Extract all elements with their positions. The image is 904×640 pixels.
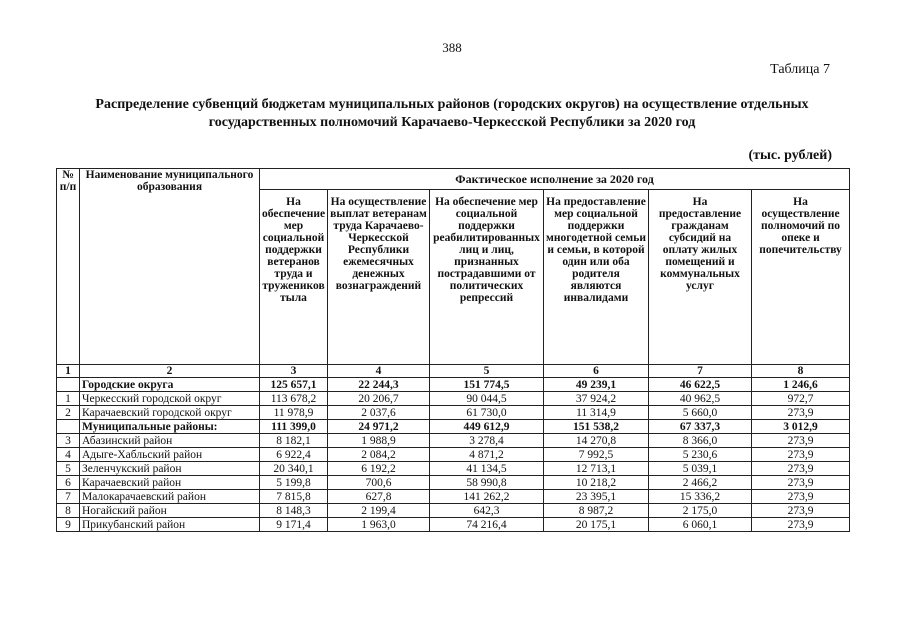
row-name: Малокарачаевский район [80, 490, 260, 504]
row-name: Муниципальные районы: [80, 420, 260, 434]
row-value: 4 871,2 [430, 448, 544, 462]
row-value: 151 774,5 [430, 378, 544, 392]
header-col-8: На осуществление полномочий по опеке и попечительству [752, 190, 850, 365]
table-body [57, 378, 850, 532]
row-value: 20 340,1 [260, 462, 328, 476]
page-number: 388 [442, 40, 462, 55]
row-value: 10 218,2 [544, 476, 649, 490]
units-label: (тыс. рублей) [748, 148, 832, 163]
row-index [57, 420, 80, 434]
row-value: 61 730,0 [430, 406, 544, 420]
header-col-6: На предоставление мер социальной поддержки многодетной семьи и семьи, в которой один или оба родителя являются инвалидами [544, 190, 649, 365]
row-value: 9 171,4 [260, 518, 328, 532]
row-index: 1 [57, 392, 80, 406]
row-value: 273,9 [752, 518, 850, 532]
row-value: 5 660,0 [649, 406, 752, 420]
header-col-3: На обеспечение мер социальной поддержки ветеранов труда и тружеников тыла [260, 190, 328, 365]
row-index: 3 [57, 434, 80, 448]
row-value: 67 337,3 [649, 420, 752, 434]
row-index: 7 [57, 490, 80, 504]
row-name: Абазинский район [80, 434, 260, 448]
row-value: 111 399,0 [260, 420, 328, 434]
row-value: 6 060,1 [649, 518, 752, 532]
row-value: 2 084,2 [328, 448, 430, 462]
column-number: 1 [57, 365, 80, 378]
row-value: 49 239,1 [544, 378, 649, 392]
table-row [57, 476, 850, 490]
header-row-1 [57, 169, 850, 190]
header-group: Фактическое исполнение за 2020 год [260, 169, 850, 190]
document-title [40, 96, 864, 132]
row-value: 11 978,9 [260, 406, 328, 420]
table-row [57, 406, 850, 420]
table-row [57, 490, 850, 504]
row-value: 20 175,1 [544, 518, 649, 532]
row-value: 1 963,0 [328, 518, 430, 532]
row-value: 23 395,1 [544, 490, 649, 504]
table-label: Таблица 7 [770, 62, 830, 77]
row-value: 46 622,5 [649, 378, 752, 392]
row-value: 3 278,4 [430, 434, 544, 448]
row-value: 14 270,8 [544, 434, 649, 448]
row-value: 972,7 [752, 392, 850, 406]
column-number: 6 [544, 365, 649, 378]
row-value: 125 657,1 [260, 378, 328, 392]
row-value: 6 922,4 [260, 448, 328, 462]
row-value: 8 148,3 [260, 504, 328, 518]
row-value: 2 037,6 [328, 406, 430, 420]
column-number: 2 [80, 365, 260, 378]
row-value: 273,9 [752, 434, 850, 448]
header-col-4: На осуществление выплат ветеранам труда Карачаево-Черкесской Республики ежемесячных денежных вознаграждений [328, 190, 430, 365]
title-line-1: Распределение субвенций бюджетам муниципальных районов (городских округов) на осуществление отдельных [95, 97, 809, 112]
column-number-row [57, 365, 850, 378]
header-col-7: На предоставление гражданам субсидий на оплату жилых помещений и коммунальных услуг [649, 190, 752, 365]
table-row [57, 518, 850, 532]
row-value: 22 244,3 [328, 378, 430, 392]
row-value: 5 199,8 [260, 476, 328, 490]
row-value: 15 336,2 [649, 490, 752, 504]
row-value: 6 192,2 [328, 462, 430, 476]
row-value: 273,9 [752, 448, 850, 462]
row-value: 273,9 [752, 504, 850, 518]
row-value: 41 134,5 [430, 462, 544, 476]
row-index: 6 [57, 476, 80, 490]
row-value: 37 924,2 [544, 392, 649, 406]
row-value: 58 990,8 [430, 476, 544, 490]
row-value: 8 366,0 [649, 434, 752, 448]
row-value: 7 992,5 [544, 448, 649, 462]
row-value: 90 044,5 [430, 392, 544, 406]
row-index: 5 [57, 462, 80, 476]
table-row [57, 462, 850, 476]
row-index: 4 [57, 448, 80, 462]
row-value: 8 987,2 [544, 504, 649, 518]
row-value: 273,9 [752, 490, 850, 504]
title-line-2: государственных полномочий Карачаево-Черкесской Республики за 2020 год [208, 115, 696, 130]
row-value: 273,9 [752, 406, 850, 420]
row-value: 5 230,6 [649, 448, 752, 462]
row-value: 24 971,2 [328, 420, 430, 434]
row-value: 2 466,2 [649, 476, 752, 490]
row-value: 141 262,2 [430, 490, 544, 504]
row-value: 273,9 [752, 462, 850, 476]
row-value: 3 012,9 [752, 420, 850, 434]
row-value: 642,3 [430, 504, 544, 518]
row-value: 151 538,2 [544, 420, 649, 434]
row-name: Карачаевский район [80, 476, 260, 490]
row-name: Городские округа [80, 378, 260, 392]
row-index: 2 [57, 406, 80, 420]
row-value: 627,8 [328, 490, 430, 504]
table-row [57, 420, 850, 434]
column-number: 8 [752, 365, 850, 378]
row-value: 5 039,1 [649, 462, 752, 476]
table-row [57, 448, 850, 462]
row-value: 8 182,1 [260, 434, 328, 448]
row-value: 40 962,5 [649, 392, 752, 406]
row-name: Зеленчукский район [80, 462, 260, 476]
row-value: 2 199,4 [328, 504, 430, 518]
row-value: 1 246,6 [752, 378, 850, 392]
header-col-5: На обеспечение мер социальной поддержки реабилитированных лиц и лиц, признанных пострадавшими от политических репрессий [430, 190, 544, 365]
row-value: 12 713,1 [544, 462, 649, 476]
row-value: 74 216,4 [430, 518, 544, 532]
column-number: 4 [328, 365, 430, 378]
row-value: 2 175,0 [649, 504, 752, 518]
row-value: 11 314,9 [544, 406, 649, 420]
column-number: 5 [430, 365, 544, 378]
row-name: Ногайский район [80, 504, 260, 518]
header-num: № п/п [57, 169, 80, 365]
row-name: Прикубанский район [80, 518, 260, 532]
row-index [57, 378, 80, 392]
row-value: 20 206,7 [328, 392, 430, 406]
table-row [57, 378, 850, 392]
row-value: 449 612,9 [430, 420, 544, 434]
row-value: 7 815,8 [260, 490, 328, 504]
row-value: 700,6 [328, 476, 430, 490]
row-value: 273,9 [752, 476, 850, 490]
subvention-table [56, 168, 850, 532]
row-index: 9 [57, 518, 80, 532]
row-name: Карачаевский городской округ [80, 406, 260, 420]
column-number: 3 [260, 365, 328, 378]
table-row [57, 434, 850, 448]
column-number: 7 [649, 365, 752, 378]
row-value: 1 988,9 [328, 434, 430, 448]
table-row [57, 392, 850, 406]
table-row [57, 504, 850, 518]
row-value: 113 678,2 [260, 392, 328, 406]
row-name: Черкесский городской округ [80, 392, 260, 406]
row-index: 8 [57, 504, 80, 518]
header-name: Наименование муниципального образования [80, 169, 260, 365]
row-name: Адыге-Хабльский район [80, 448, 260, 462]
